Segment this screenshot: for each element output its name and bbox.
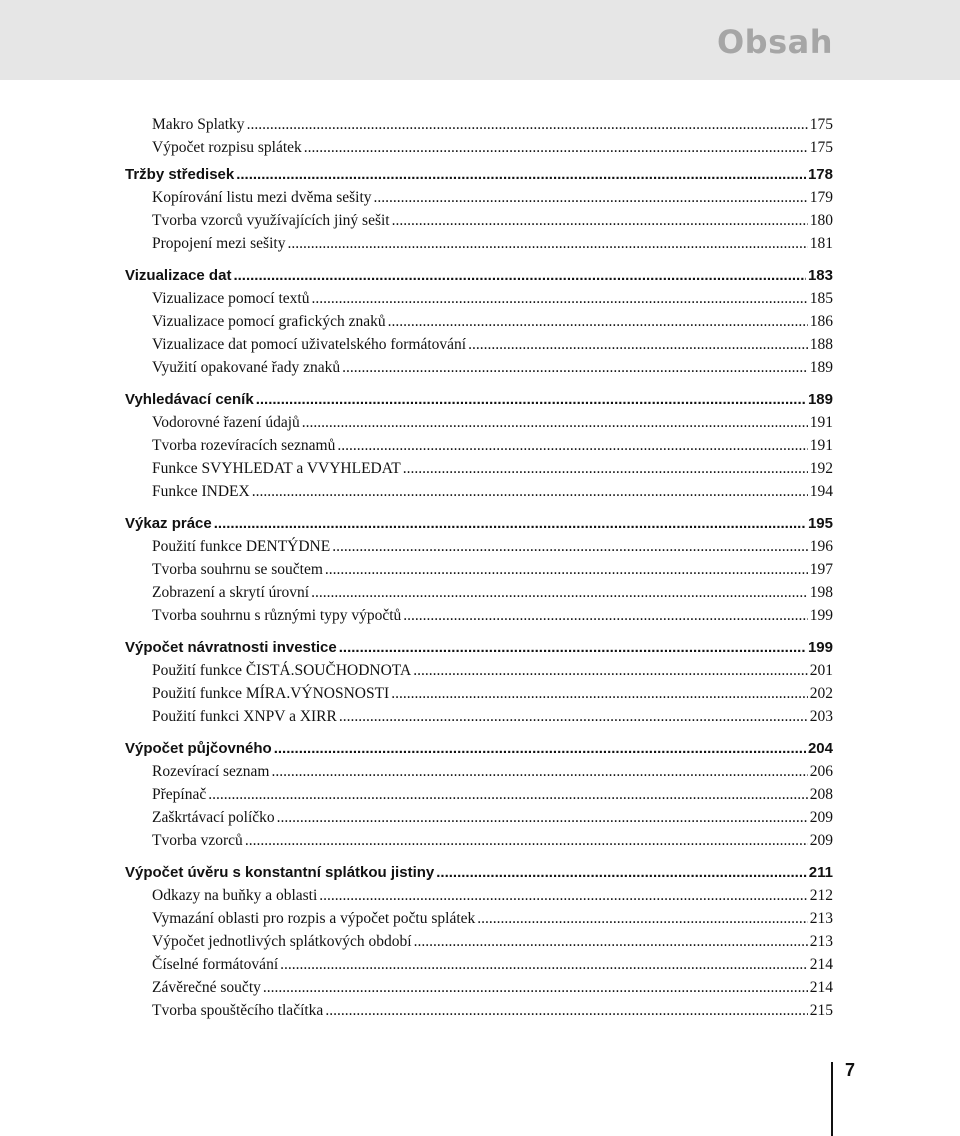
toc-subsection-entry	[125, 287, 833, 310]
toc-section-entry	[125, 264, 833, 287]
toc-subsection-entry	[125, 310, 833, 333]
toc-entry-page: 202	[809, 685, 833, 702]
toc-entry-title: Kopírování listu mezi dvěma sešity	[152, 189, 372, 206]
toc-dot-leader	[311, 287, 807, 310]
toc-entry-page: 185	[809, 290, 833, 307]
toc-entry-title: Použití funkci XNPV a XIRR	[152, 708, 337, 725]
toc-dot-leader	[391, 682, 808, 705]
toc-dot-leader	[247, 113, 808, 136]
toc-entry-page: 175	[809, 139, 833, 156]
toc-subsection-entry	[125, 760, 833, 783]
toc-dot-leader	[436, 861, 807, 884]
toc-dot-leader	[287, 232, 807, 255]
toc-dot-leader	[311, 581, 808, 604]
toc-entry-page: 203	[809, 708, 833, 725]
toc-entry-page: 206	[809, 763, 833, 780]
toc-entry-title: Funkce SVYHLEDAT a VVYHLEDAT	[152, 460, 401, 477]
page-number: 7	[845, 1060, 856, 1080]
toc-entry-title: Tvorba vzorců	[152, 832, 243, 849]
table-of-contents	[125, 113, 833, 1022]
toc-subsection-entry	[125, 581, 833, 604]
toc-entry-page: 215	[809, 1002, 833, 1019]
toc-subsection-entry	[125, 333, 833, 356]
toc-entry-page: 211	[808, 864, 833, 881]
toc-dot-leader	[388, 310, 808, 333]
toc-dot-leader	[325, 999, 807, 1022]
toc-entry-page: 199	[807, 639, 833, 656]
toc-entry-page: 196	[809, 538, 833, 555]
toc-entry-page: 179	[809, 189, 833, 206]
toc-entry-title: Výpočet návratnosti investice	[125, 639, 337, 656]
toc-entry-page: 191	[809, 414, 833, 431]
toc-subsection-entry	[125, 976, 833, 999]
toc-dot-leader	[325, 558, 808, 581]
toc-entry-page: 194	[809, 483, 833, 500]
toc-dot-leader	[392, 209, 808, 232]
toc-dot-leader	[304, 136, 808, 159]
toc-subsection-entry	[125, 186, 833, 209]
toc-subsection-entry	[125, 604, 833, 627]
toc-entry-page: 180	[809, 212, 833, 229]
toc-entry-page: 192	[809, 460, 833, 477]
toc-section-entry	[125, 388, 833, 411]
toc-subsection-entry	[125, 434, 833, 457]
toc-dot-leader	[263, 976, 808, 999]
toc-entry-title: Funkce INDEX	[152, 483, 250, 500]
toc-entry-title: Tvorba souhrnu se součtem	[152, 561, 323, 578]
toc-section-entry	[125, 163, 833, 186]
toc-entry-title: Výpočet jednotlivých splátkových období	[152, 933, 412, 950]
toc-entry-page: 183	[807, 267, 833, 284]
toc-subsection-entry	[125, 783, 833, 806]
toc-dot-leader	[256, 388, 806, 411]
toc-subsection-entry	[125, 136, 833, 159]
toc-entry-title: Vizualizace pomocí textů	[152, 290, 310, 307]
toc-dot-leader	[339, 705, 808, 728]
toc-entry-page: 199	[809, 607, 833, 624]
toc-entry-page: 189	[807, 391, 833, 408]
toc-subsection-entry	[125, 232, 833, 255]
toc-entry-title: Tržby středisek	[125, 166, 235, 183]
toc-entry-page: 213	[809, 910, 833, 927]
toc-entry-title: Číselné formátování	[152, 956, 279, 973]
toc-dot-leader	[233, 264, 806, 287]
toc-subsection-entry	[125, 884, 833, 907]
toc-subsection-entry	[125, 659, 833, 682]
toc-subsection-entry	[125, 411, 833, 434]
toc-entry-title: Použití funkce MÍRA.VÝNOSNOSTI	[152, 685, 390, 702]
toc-subsection-entry	[125, 457, 833, 480]
toc-entry-page: 186	[809, 313, 833, 330]
toc-dot-leader	[277, 806, 808, 829]
toc-entry-page: 201	[809, 662, 833, 679]
toc-section-entry	[125, 512, 833, 535]
toc-dot-leader	[403, 604, 807, 627]
toc-dot-leader	[413, 659, 808, 682]
toc-section-entry	[125, 861, 833, 884]
toc-subsection-entry	[125, 535, 833, 558]
toc-dot-leader	[271, 760, 807, 783]
toc-entry-page: 195	[807, 515, 833, 532]
toc-entry-title: Rozevírací seznam	[152, 763, 270, 780]
toc-entry-page: 214	[809, 956, 833, 973]
page-title: Obsah	[716, 23, 833, 61]
page-number-rule	[831, 1062, 833, 1136]
toc-entry-title: Vizualizace dat pomocí uživatelského formátování	[152, 336, 467, 353]
toc-entry-title: Makro Splatky	[152, 116, 245, 133]
toc-entry-title: Vodorovné řazení údajů	[152, 414, 300, 431]
toc-dot-leader	[468, 333, 808, 356]
toc-dot-leader	[236, 163, 806, 186]
toc-dot-leader	[342, 356, 808, 379]
toc-dot-leader	[319, 884, 807, 907]
toc-entry-title: Zobrazení a skrytí úrovní	[152, 584, 310, 601]
toc-entry-page: 198	[809, 584, 833, 601]
toc-subsection-entry	[125, 480, 833, 503]
toc-entry-title: Propojení mezi sešity	[152, 235, 286, 252]
toc-entry-page: 213	[809, 933, 833, 950]
toc-dot-leader	[274, 737, 806, 760]
toc-entry-page: 189	[809, 359, 833, 376]
toc-entry-page: 214	[809, 979, 833, 996]
toc-subsection-entry	[125, 953, 833, 976]
toc-subsection-entry	[125, 930, 833, 953]
toc-subsection-entry	[125, 829, 833, 852]
toc-subsection-entry	[125, 682, 833, 705]
toc-dot-leader	[214, 512, 806, 535]
toc-dot-leader	[403, 457, 808, 480]
toc-entry-title: Tvorba rozevíracích seznamů	[152, 437, 336, 454]
toc-section-entry	[125, 737, 833, 760]
toc-dot-leader	[337, 434, 807, 457]
toc-dot-leader	[414, 930, 808, 953]
toc-dot-leader	[280, 953, 808, 976]
toc-dot-leader	[302, 411, 808, 434]
toc-entry-page: 178	[807, 166, 833, 183]
toc-subsection-entry	[125, 558, 833, 581]
toc-subsection-entry	[125, 705, 833, 728]
toc-dot-leader	[208, 783, 808, 806]
toc-entry-title: Výpočet rozpisu splátek	[152, 139, 302, 156]
toc-entry-page: 212	[809, 887, 833, 904]
toc-entry-page: 208	[809, 786, 833, 803]
toc-entry-page: 197	[809, 561, 833, 578]
toc-entry-title: Výpočet úvěru s konstantní splátkou jistiny	[125, 864, 435, 881]
toc-subsection-entry	[125, 999, 833, 1022]
toc-subsection-entry	[125, 806, 833, 829]
toc-entry-title: Přepínač	[152, 786, 207, 803]
toc-entry-title: Vymazání oblasti pro rozpis a výpočet počtu splátek	[152, 910, 476, 927]
toc-entry-title: Tvorba spouštěcího tlačítka	[152, 1002, 324, 1019]
toc-entry-page: 188	[809, 336, 833, 353]
toc-entry-title: Vyhledávací ceník	[125, 391, 254, 408]
toc-entry-title: Závěrečné součty	[152, 979, 261, 996]
toc-dot-leader	[245, 829, 808, 852]
toc-dot-leader	[339, 636, 806, 659]
toc-subsection-entry	[125, 907, 833, 930]
toc-entry-title: Vizualizace pomocí grafických znaků	[152, 313, 386, 330]
toc-subsection-entry	[125, 356, 833, 379]
toc-entry-title: Využití opakované řady znaků	[152, 359, 341, 376]
toc-entry-title: Vizualizace dat	[125, 267, 232, 284]
toc-entry-page: 209	[809, 832, 833, 849]
toc-entry-page: 191	[809, 437, 833, 454]
toc-entry-page: 209	[809, 809, 833, 826]
toc-entry-page: 175	[809, 116, 833, 133]
toc-subsection-entry	[125, 209, 833, 232]
toc-dot-leader	[252, 480, 808, 503]
toc-dot-leader	[477, 907, 807, 930]
toc-entry-title: Tvorba souhrnu s různými typy výpočtů	[152, 607, 402, 624]
toc-dot-leader	[332, 535, 808, 558]
toc-entry-title: Použití funkce DENTÝDNE	[152, 538, 331, 555]
toc-dot-leader	[374, 186, 808, 209]
toc-entry-title: Zaškrtávací políčko	[152, 809, 275, 826]
toc-section-entry	[125, 636, 833, 659]
toc-entry-title: Výkaz práce	[125, 515, 212, 532]
toc-entry-title: Použití funkce ČISTÁ.SOUČHODNOTA	[152, 662, 412, 679]
toc-entry-title: Výpočet půjčovného	[125, 740, 272, 757]
toc-entry-title: Odkazy na buňky a oblasti	[152, 887, 318, 904]
toc-entry-page: 181	[809, 235, 833, 252]
toc-entry-page: 204	[807, 740, 833, 757]
toc-entry-title: Tvorba vzorců využívajících jiný sešit	[152, 212, 390, 229]
toc-subsection-entry	[125, 113, 833, 136]
